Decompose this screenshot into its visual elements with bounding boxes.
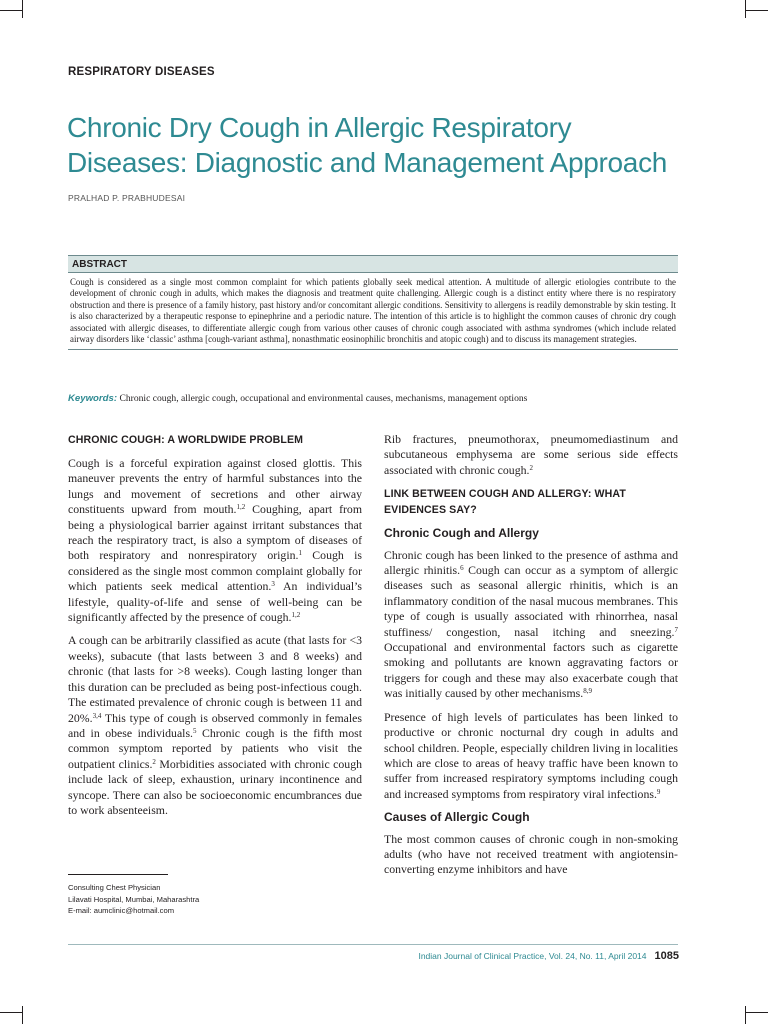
- paragraph: A cough can be arbitrarily classified as acute (that lasts for <3 weeks), subacute (that lasts between 3 and 8 weeks) and chronic (that lasts for >8 weeks). Cough lasting longer than this duration can be precluded as being post-infectious cough. The estimated prevalence of chronic cough is between 11 and 20%.$^{3,4}$ This type of cough is observed commonly in females and in obese individuals.$^5$ Chronic cough is the fifth most common symptom reported by patients who visit the outpatient clinics.$^2$ Morbidities associated with chronic cough include lack of sleep, exhaustion, urinary incontinence and syncope. There can also be socioeconomic encumbrances due to work absenteeism.: [68, 633, 362, 817]
- paragraph: Presence of high levels of particulates has been linked to productive or chronic nocturnal dry cough in adults and school children. People, especially children living in localities which are close to areas of heavy traffic have been known to suffer from increased respiratory symptoms including cough and increased symptoms from respiratory viral infections.$^9$: [384, 709, 678, 801]
- abstract-text: Cough is considered as a single most common complaint for which patients globally seek medical attention. A multitude of allergic etiologies contribute to the development of chronic cough in adults, which makes the diagnosis and treatment quite challenging. Allergic cough is a distinct entity where there is no respiratory obstruction and there is presence of a family history, past history and/or concomitant allergic conditions. Sensitivity to allergens is readily demonstrable by skin testing. It is also characterized by a therapeutic response to epinephrine and a periodic nature. The intention of this article is to highlight the common causes of chronic dry cough associated with allergic diseases, to differentiate allergic cough from various other causes of chronic cough associated with asthma syndromes (which include related airway disorders like ‘classic’ asthma [cough-variant asthma], nonasthmatic eosinophilic bronchitis and atopic cough) and to discuss its management strategies.: [68, 273, 678, 350]
- paragraph: Rib fractures, pneumothorax, pneumomediastinum and subcutaneous emphysema are some serious side effects associated with chronic cough.$^2$: [384, 432, 678, 477]
- footnote-rule: [68, 874, 168, 875]
- citation: 3,4: [92, 711, 102, 720]
- keywords: [68, 393, 680, 404]
- crop-mark: [745, 0, 746, 18]
- section-heading: LINK BETWEEN COUGH AND ALLERGY: WHAT EVIDENCES SAY?: [384, 488, 626, 517]
- footnote-hospital: Lilavati Hospital, Mumbai, Maharashtra: [68, 894, 200, 904]
- citation: 3: [271, 580, 275, 589]
- citation: 8,9: [583, 687, 592, 696]
- crop-mark: [746, 10, 768, 11]
- crop-mark: [0, 10, 22, 11]
- keywords-text: Chronic cough, allergic cough, occupational and environmental causes, mechanisms, management options: [117, 393, 528, 404]
- crop-mark: [22, 1006, 23, 1024]
- author: PRALHAD P. PRABHUDESAI: [68, 193, 186, 203]
- section-tag: RESPIRATORY DISEASES: [68, 66, 215, 78]
- citation: 1,2: [291, 611, 301, 620]
- left-column: [68, 432, 362, 826]
- footnote-email: E-mail: aumclinic@hotmail.com: [68, 906, 175, 916]
- subsection-heading: Causes of Allergic Cough: [384, 810, 530, 825]
- title-line-1: Chronic Dry Cough in Allergic Respiratory: [67, 112, 572, 143]
- page-footer: [418, 950, 679, 962]
- journal-citation: Indian Journal of Clinical Practice, Vol. 24, No. 11, April 2014: [418, 951, 647, 961]
- author-footnote: [68, 882, 358, 917]
- citation: 2: [529, 463, 533, 472]
- abstract-heading: ABSTRACT: [68, 256, 678, 273]
- abstract-box: [68, 255, 678, 350]
- crop-mark: [746, 1012, 768, 1013]
- right-column: [384, 432, 678, 886]
- citation: 9: [656, 787, 661, 796]
- citation: 1: [298, 549, 302, 558]
- paragraph: Cough is a forceful expiration against closed glottis. This maneuver prevents the entry of harmful substances into the lungs and movement of secretions and other airway constituents upward from mouth.$^{1,2}$ Coughing, apart from being a physiological barrier against irritant substances that reach the respiratory tract, is also a symptom of diseases of both respiratory and nonrespiratory origin.$^1$ Cough is considered as the single most common complaint globally for which patients seek medical attention.$^3$ An individual’s lifestyle, quality-of-life and sense of well-being can be significantly affected by the presence of cough.$^{1,2}$: [68, 456, 362, 625]
- citation: 6: [460, 564, 464, 573]
- article-title: [67, 110, 707, 180]
- subsection-heading: Chronic Cough and Allergy: [384, 526, 539, 541]
- paragraph: The most common causes of chronic cough in non-smoking adults (who have not received treatment with angiotensin-converting enzyme inhibitors and have: [384, 831, 678, 877]
- crop-mark: [745, 1006, 746, 1024]
- footnote-affiliation: Consulting Chest Physician: [68, 883, 161, 892]
- citation: 2: [152, 757, 156, 766]
- citation: 1,2: [236, 503, 246, 512]
- keywords-label: Keywords:: [68, 393, 118, 404]
- crop-mark: [22, 0, 23, 18]
- section-heading: CHRONIC COUGH: A WORLDWIDE PROBLEM: [68, 434, 304, 446]
- footer-rule: [68, 944, 678, 945]
- citation: 7: [674, 625, 678, 634]
- title-line-2: Diseases: Diagnostic and Management Approach: [67, 147, 668, 178]
- crop-mark: [0, 1012, 22, 1013]
- citation: 5: [193, 726, 197, 735]
- paragraph: Chronic cough has been linked to the presence of asthma and allergic rhinitis.$^6$ Cough can occur as a symptom of allergic diseases such as seasonal allergic rhinitis, which is an inflammatory condition of the nasal mucous membranes. This type of cough is usually associated with rhinorrhea, nasal stuffiness/ congestion, nasal itching and sneezing.$^7$ Occupational and environmental factors such as cigarette smoking and pollutants are known aggravating factors or triggers for cough and these may also exacerbate cough that was initially caused by other mechanisms.$^{8,9}$: [384, 547, 678, 701]
- page-number: 1085: [654, 950, 679, 962]
